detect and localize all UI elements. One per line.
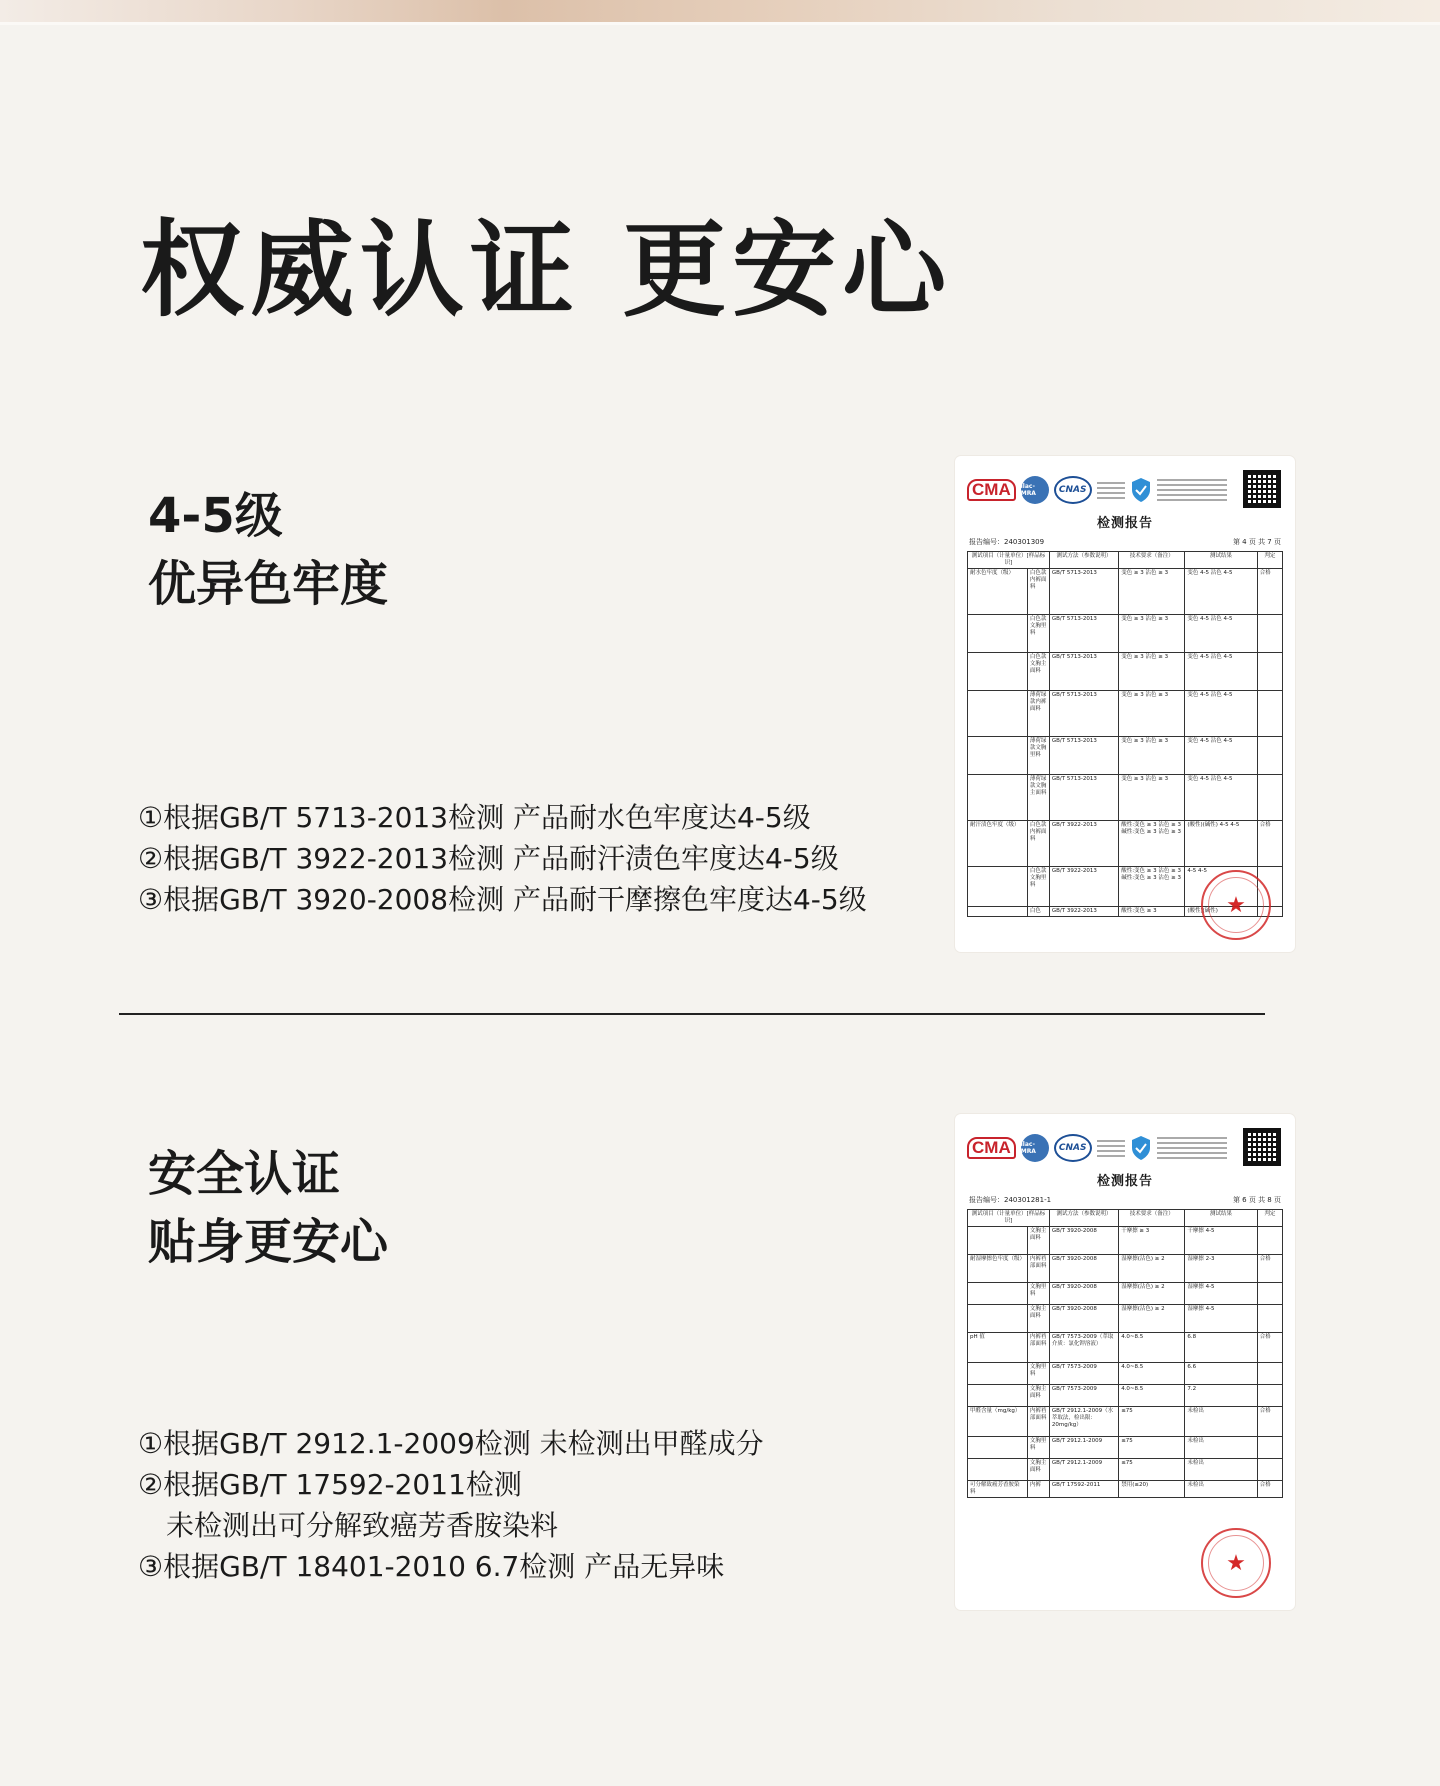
inspection-seal-icon: ★ bbox=[1201, 1528, 1271, 1598]
table-cell: GB/T 3920-2008 bbox=[1049, 1227, 1118, 1255]
report-number: 报告编号：240301309 bbox=[969, 538, 1045, 546]
table-cell bbox=[1257, 1459, 1282, 1481]
table-cell: 白色款文胸主面料 bbox=[1027, 653, 1049, 691]
table-cell: 合格 bbox=[1257, 1407, 1282, 1437]
table-row bbox=[968, 1363, 1283, 1385]
table-header-row bbox=[968, 1210, 1283, 1227]
table-cell bbox=[968, 653, 1028, 691]
table-cell: 未检出 bbox=[1185, 1437, 1257, 1459]
table-cell bbox=[1257, 1385, 1282, 1407]
table-cell bbox=[968, 615, 1028, 653]
table-cell: 干摩擦 4-5 bbox=[1185, 1227, 1257, 1255]
table-cell: 未检出 bbox=[1185, 1481, 1257, 1498]
table-cell: 湿摩擦(沾色) ≥ 2 bbox=[1119, 1283, 1185, 1305]
report-meta bbox=[969, 537, 1281, 547]
cma-logo: CMA bbox=[967, 479, 1016, 501]
table-row bbox=[968, 1407, 1283, 1437]
header-cell: 测试结果 bbox=[1185, 552, 1257, 569]
table-cell: 文胸主面料 bbox=[1027, 1305, 1049, 1333]
header-cell: 测试结果 bbox=[1185, 1210, 1257, 1227]
table-row bbox=[968, 1385, 1283, 1407]
table-cell: GB/T 2912.1-2009 bbox=[1049, 1437, 1118, 1459]
table-cell bbox=[1257, 653, 1282, 691]
fine-print-lines bbox=[1157, 1137, 1227, 1159]
table-row bbox=[968, 775, 1283, 821]
table-cell: 变色 4-5 沾色 4-5 bbox=[1185, 691, 1257, 737]
table-cell: 耐汗渍色牢度（级） bbox=[968, 821, 1028, 867]
table-cell: 湿摩擦(沾色) ≥ 2 bbox=[1119, 1255, 1185, 1283]
table-cell: GB/T 3920-2008 bbox=[1049, 1255, 1118, 1283]
table-cell bbox=[968, 907, 1028, 917]
table-cell bbox=[1257, 1283, 1282, 1305]
table-cell: 合格 bbox=[1257, 1481, 1282, 1498]
table-cell: pH 值 bbox=[968, 1333, 1028, 1363]
table-cell: 酸性:变色 ≥ 3 沾色 ≥ 3 碱性:变色 ≥ 3 沾色 ≥ 3 bbox=[1119, 821, 1185, 867]
report-page: 第 4 页 共 7 页 bbox=[1232, 538, 1281, 546]
table-cell bbox=[968, 775, 1028, 821]
table-cell: GB/T 5713-2013 bbox=[1049, 691, 1118, 737]
table-cell: 湿摩擦 2-3 bbox=[1185, 1255, 1257, 1283]
table-cell: 4.0~8.5 bbox=[1119, 1385, 1185, 1407]
table-cell: GB/T 5713-2013 bbox=[1049, 615, 1118, 653]
table-cell: 合格 bbox=[1257, 1333, 1282, 1363]
table-cell bbox=[968, 867, 1028, 907]
table-cell: GB/T 7573-2009 bbox=[1049, 1363, 1118, 1385]
table-row bbox=[968, 653, 1283, 691]
inspection-seal-icon: ★ bbox=[1201, 870, 1271, 940]
section1-item: ①根据GB/T 5713-2013检测 产品耐水色牢度达4-5级 bbox=[138, 801, 811, 834]
table-cell: 变色 ≥ 3 沾色 ≥ 3 bbox=[1119, 775, 1185, 821]
table-cell bbox=[1257, 1305, 1282, 1333]
table-cell bbox=[968, 1437, 1028, 1459]
table-cell: 变色 ≥ 3 沾色 ≥ 3 bbox=[1119, 737, 1185, 775]
table-cell: 湿摩擦 4-5 bbox=[1185, 1305, 1257, 1333]
table-row bbox=[968, 1305, 1283, 1333]
table-cell: 耐湿摩擦色牢度（级） bbox=[968, 1255, 1028, 1283]
table-cell: 白色款内裤面料 bbox=[1027, 569, 1049, 615]
table-cell: GB/T 3920-2008 bbox=[1049, 1305, 1118, 1333]
table-row bbox=[968, 737, 1283, 775]
table-cell bbox=[1257, 1437, 1282, 1459]
table-cell: (酸性)(碱性) bbox=[1185, 907, 1257, 917]
section1-heading-line1: 4-5级 bbox=[148, 488, 283, 544]
table-cell bbox=[1257, 691, 1282, 737]
table-cell: GB/T 3922-2013 bbox=[1049, 867, 1118, 907]
section2-item: ③根据GB/T 18401-2010 6.7检测 产品无异味 bbox=[138, 1550, 725, 1583]
table-cell bbox=[968, 1459, 1028, 1481]
table-cell: 变色 ≥ 3 沾色 ≥ 3 bbox=[1119, 691, 1185, 737]
report-title: 检测报告 bbox=[1096, 516, 1153, 531]
section1-heading-line2: 优异色牢度 bbox=[148, 556, 389, 612]
fine-print-lines bbox=[1097, 482, 1125, 499]
table-cell: 4.0~8.5 bbox=[1119, 1333, 1185, 1363]
table-cell: 6.6 bbox=[1185, 1363, 1257, 1385]
shield-logo-icon bbox=[1130, 477, 1152, 503]
table-cell: GB/T 3922-2013 bbox=[1049, 821, 1118, 867]
table-cell: GB/T 5713-2013 bbox=[1049, 569, 1118, 615]
table-cell: 薄荷绿款文胸主面料 bbox=[1027, 775, 1049, 821]
cnas-logo: CNAS bbox=[1054, 1134, 1092, 1162]
report-page: 第 6 页 共 8 页 bbox=[1232, 1196, 1281, 1204]
table-cell: 酸性:变色 ≥ 3 bbox=[1119, 907, 1185, 917]
table-cell: 变色 4-5 沾色 4-5 bbox=[1185, 775, 1257, 821]
report-table bbox=[967, 551, 1283, 917]
table-cell: 白色 bbox=[1027, 907, 1049, 917]
qr-code-icon bbox=[1243, 1128, 1281, 1166]
section2-item: 未检测出可分解致癌芳香胺染料 bbox=[166, 1509, 559, 1542]
cma-logo: CMA bbox=[967, 1137, 1016, 1159]
table-cell: GB/T 2912.1-2009（水萃取法，检出限：20mg/kg） bbox=[1049, 1407, 1118, 1437]
table-cell: 4-5 4-5 bbox=[1185, 867, 1257, 907]
report-logos bbox=[967, 470, 1283, 510]
table-row bbox=[968, 1437, 1283, 1459]
table-cell: GB/T 2912.1-2009 bbox=[1049, 1459, 1118, 1481]
section1-heading bbox=[148, 482, 388, 618]
table-row bbox=[968, 1255, 1283, 1283]
table-cell: 未检出 bbox=[1185, 1459, 1257, 1481]
table-cell: 变色 4-5 沾色 4-5 bbox=[1185, 615, 1257, 653]
header-cell: 测试项目（计量单位）[样品标识] bbox=[968, 552, 1050, 569]
table-cell: 内裤裆部面料 bbox=[1027, 1255, 1049, 1283]
header-cell: 测试方法（参数说明） bbox=[1049, 1210, 1118, 1227]
header-cell: 判定 bbox=[1257, 1210, 1282, 1227]
table-cell: 内裤裆部面料 bbox=[1027, 1333, 1049, 1363]
table-row bbox=[968, 1459, 1283, 1481]
table-cell bbox=[968, 1283, 1028, 1305]
table-cell: 内裤裆部面料 bbox=[1027, 1407, 1049, 1437]
table-cell: (酸性)(碱性) 4-5 4-5 bbox=[1185, 821, 1257, 867]
table-cell: 薄荷绿款内裤面料 bbox=[1027, 691, 1049, 737]
table-cell: 7.2 bbox=[1185, 1385, 1257, 1407]
table-row bbox=[968, 1227, 1283, 1255]
table-cell: 内裤 bbox=[1027, 1481, 1049, 1498]
section1-item: ②根据GB/T 3922-2013检测 产品耐汗渍色牢度达4-5级 bbox=[138, 842, 839, 875]
table-row bbox=[968, 821, 1283, 867]
table-cell: 变色 4-5 沾色 4-5 bbox=[1185, 653, 1257, 691]
header-cell: 判定 bbox=[1257, 552, 1282, 569]
table-cell: 文胸主面料 bbox=[1027, 1385, 1049, 1407]
table-cell: GB/T 7573-2009 bbox=[1049, 1385, 1118, 1407]
table-row bbox=[968, 1481, 1283, 1498]
header-cell: 技术要求（备注） bbox=[1119, 1210, 1185, 1227]
table-cell: 变色 ≥ 3 沾色 ≥ 3 bbox=[1119, 615, 1185, 653]
table-cell: 4.0~8.5 bbox=[1119, 1363, 1185, 1385]
table-cell bbox=[968, 1385, 1028, 1407]
table-cell: 合格 bbox=[1257, 1255, 1282, 1283]
section-divider bbox=[119, 1013, 1265, 1015]
table-cell: 合格 bbox=[1257, 821, 1282, 867]
section2-list bbox=[138, 1423, 764, 1587]
shield-logo-icon bbox=[1130, 1135, 1152, 1161]
fine-print-lines bbox=[1157, 479, 1227, 501]
table-cell bbox=[1257, 1227, 1282, 1255]
ilac-mra-logo: ilac-MRA bbox=[1021, 1134, 1049, 1162]
table-cell: 变色 ≥ 3 沾色 ≥ 3 bbox=[1119, 653, 1185, 691]
cnas-logo: CNAS bbox=[1054, 476, 1092, 504]
table-cell: 6.8 bbox=[1185, 1333, 1257, 1363]
table-header-row bbox=[968, 552, 1283, 569]
report-table bbox=[967, 1209, 1283, 1498]
table-cell: GB/T 5713-2013 bbox=[1049, 775, 1118, 821]
table-cell: 合格 bbox=[1257, 569, 1282, 615]
table-cell: 文胸里料 bbox=[1027, 1283, 1049, 1305]
header-cell: 测试项目（计量单位）[样品标识] bbox=[968, 1210, 1050, 1227]
qr-code-icon bbox=[1243, 470, 1281, 508]
table-cell: 白色款文胸里料 bbox=[1027, 615, 1049, 653]
table-row bbox=[968, 1333, 1283, 1363]
ilac-mra-logo: ilac-MRA bbox=[1021, 476, 1049, 504]
table-cell bbox=[968, 1227, 1028, 1255]
report-title: 检测报告 bbox=[1096, 1174, 1153, 1189]
table-cell: 干摩擦 ≥ 3 bbox=[1119, 1227, 1185, 1255]
table-row bbox=[968, 569, 1283, 615]
table-cell: 文胸主面料 bbox=[1027, 1227, 1049, 1255]
table-cell: ≤75 bbox=[1119, 1437, 1185, 1459]
report-number: 报告编号：240301281-1 bbox=[969, 1196, 1052, 1204]
table-cell bbox=[968, 691, 1028, 737]
table-cell: 甲醛含量（mg/kg） bbox=[968, 1407, 1028, 1437]
test-report-image-1 bbox=[955, 456, 1295, 952]
table-cell: 湿摩擦 4-5 bbox=[1185, 1283, 1257, 1305]
table-cell: 可分解致癌芳香胺染料 bbox=[968, 1481, 1028, 1498]
table-cell: 白色款文胸里料 bbox=[1027, 867, 1049, 907]
table-cell bbox=[968, 1305, 1028, 1333]
table-cell: ≤75 bbox=[1119, 1407, 1185, 1437]
table-cell: 变色 4-5 沾色 4-5 bbox=[1185, 737, 1257, 775]
table-cell bbox=[1257, 775, 1282, 821]
table-cell: 薄荷绿款文胸里料 bbox=[1027, 737, 1049, 775]
section2-heading-line1: 安全认证 bbox=[148, 1146, 341, 1202]
section2-heading-line2: 贴身更安心 bbox=[148, 1214, 389, 1270]
report-logos bbox=[967, 1128, 1283, 1168]
table-cell: 白色款内裤面料 bbox=[1027, 821, 1049, 867]
table-cell bbox=[968, 1363, 1028, 1385]
table-cell: 未检出 bbox=[1185, 1407, 1257, 1437]
table-cell bbox=[1257, 737, 1282, 775]
section2-item: ①根据GB/T 2912.1-2009检测 未检测出甲醛成分 bbox=[138, 1427, 764, 1460]
header-cell: 技术要求（备注） bbox=[1119, 552, 1185, 569]
section1-list bbox=[138, 797, 867, 920]
table-cell: ≤75 bbox=[1119, 1459, 1185, 1481]
fine-print-lines bbox=[1097, 1140, 1125, 1157]
table-cell: GB/T 3920-2008 bbox=[1049, 1283, 1118, 1305]
table-row bbox=[968, 691, 1283, 737]
section2-heading bbox=[148, 1140, 388, 1276]
table-cell: 禁用(≤20) bbox=[1119, 1481, 1185, 1498]
page-title: 权威认证 更安心 bbox=[140, 209, 953, 331]
table-cell bbox=[968, 737, 1028, 775]
table-cell: 变色 ≥ 3 沾色 ≥ 3 bbox=[1119, 569, 1185, 615]
table-cell bbox=[1257, 615, 1282, 653]
test-report-image-2 bbox=[955, 1114, 1295, 1610]
table-row bbox=[968, 1283, 1283, 1305]
table-cell: GB/T 7573-2009（萃取介质：氯化钾溶液） bbox=[1049, 1333, 1118, 1363]
table-cell: 耐水色牢度（级） bbox=[968, 569, 1028, 615]
table-cell: GB/T 3922-2013 bbox=[1049, 907, 1118, 917]
table-cell: 酸性:变色 ≥ 3 沾色 ≥ 3 碱性:变色 ≥ 3 沾色 ≥ 3 bbox=[1119, 867, 1185, 907]
table-cell bbox=[1257, 1363, 1282, 1385]
table-cell: GB/T 5713-2013 bbox=[1049, 737, 1118, 775]
table-cell: GB/T 5713-2013 bbox=[1049, 653, 1118, 691]
table-cell: 文胸里料 bbox=[1027, 1437, 1049, 1459]
section2-item: ②根据GB/T 17592-2011检测 bbox=[138, 1468, 522, 1501]
table-cell: GB/T 17592-2011 bbox=[1049, 1481, 1118, 1498]
section1-item: ③根据GB/T 3920-2008检测 产品耐干摩擦色牢度达4-5级 bbox=[138, 883, 867, 916]
table-cell: 湿摩擦(沾色) ≥ 2 bbox=[1119, 1305, 1185, 1333]
header-cell: 测试方法（参数说明） bbox=[1049, 552, 1118, 569]
report-meta bbox=[969, 1195, 1281, 1205]
top-photo-strip bbox=[0, 0, 1440, 25]
table-cell: 变色 4-5 沾色 4-5 bbox=[1185, 569, 1257, 615]
table-cell: 文胸主面料 bbox=[1027, 1459, 1049, 1481]
table-cell: 文胸里料 bbox=[1027, 1363, 1049, 1385]
table-row bbox=[968, 615, 1283, 653]
